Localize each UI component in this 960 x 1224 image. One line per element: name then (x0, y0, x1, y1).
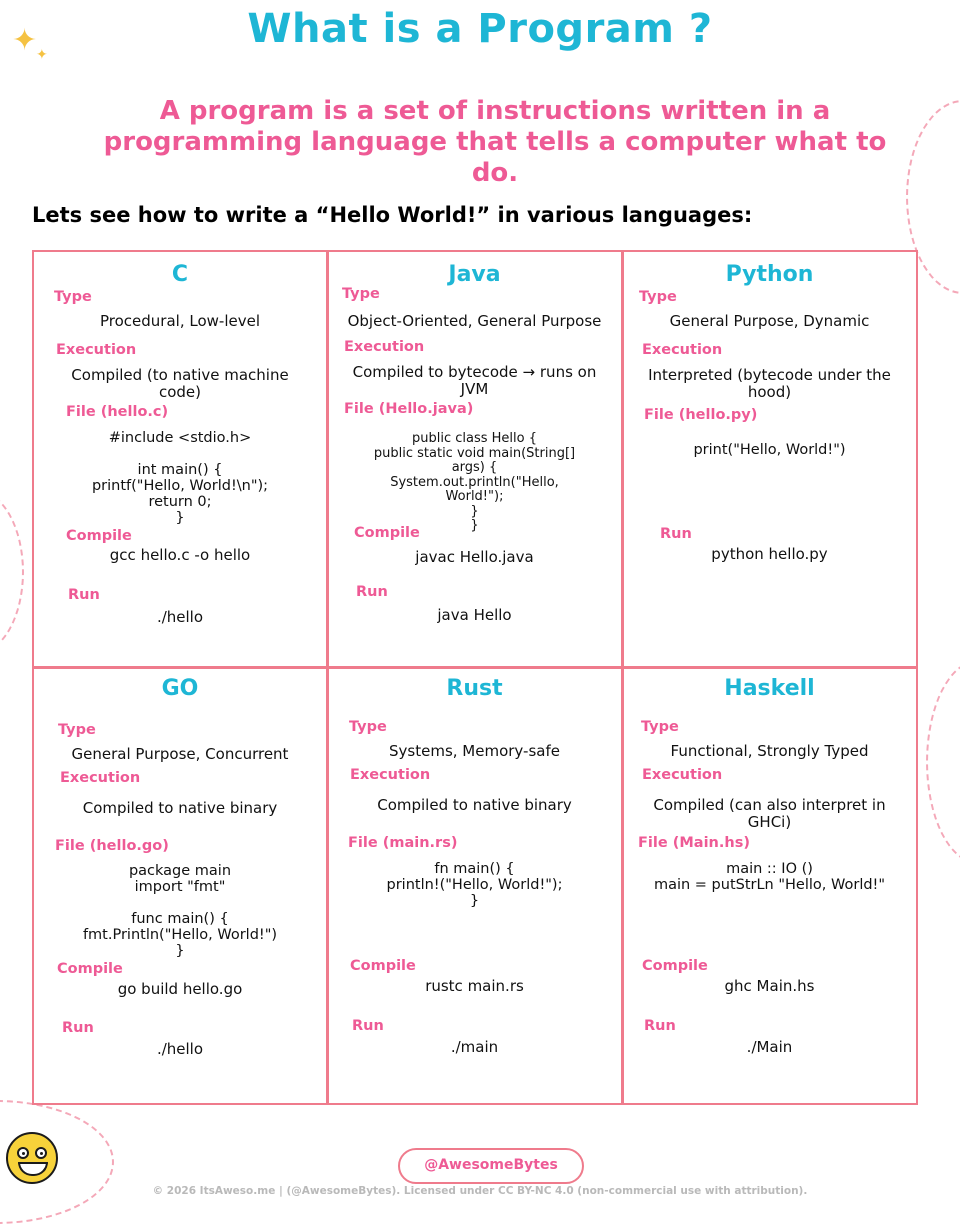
compile-label: Compile (66, 528, 132, 544)
compile-command: gcc hello.c -o hello (109, 546, 251, 564)
code-snippet: public class Hello { public static void main(String[] args) { System.out.println("Hello, World!"); } } (373, 431, 576, 533)
language-name: Rust (446, 676, 503, 701)
file-label: File (hello.go) (55, 838, 169, 854)
type-value: Functional, Strongly Typed (670, 742, 869, 760)
execution-value: Compiled to native binary (377, 796, 572, 814)
compile-command: ghc Main.hs (724, 977, 815, 995)
language-name: Python (725, 262, 814, 287)
code-snippet: print("Hello, World!") (693, 442, 846, 458)
type-label: Type (58, 722, 96, 738)
type-label: Type (54, 289, 92, 305)
run-label: Run (62, 1020, 94, 1036)
file-label: File (hello.py) (644, 407, 758, 423)
execution-value: Compiled (can also interpret in GHCi) (653, 796, 886, 831)
type-value: Systems, Memory-safe (389, 742, 560, 760)
social-handle-badge[interactable]: @AwesomeBytes (398, 1148, 584, 1184)
code-snippet: #include <stdio.h> int main() { printf("Hello, World!\n"); return 0; } (91, 430, 269, 526)
compile-label: Compile (642, 958, 708, 974)
laughing-face-icon (6, 1132, 58, 1184)
execution-label: Execution (344, 339, 425, 355)
type-label: Type (641, 719, 679, 735)
execution-label: Execution (642, 342, 723, 358)
language-card-c (34, 252, 326, 666)
run-label: Run (352, 1018, 384, 1034)
type-value: General Purpose, Dynamic (669, 312, 870, 330)
execution-value: Compiled (to native machine code) (71, 366, 289, 401)
language-card-java (328, 252, 621, 666)
compile-command: javac Hello.java (415, 548, 534, 566)
compile-label: Compile (354, 525, 420, 541)
decorative-arc (926, 660, 960, 864)
execution-label: Execution (60, 770, 141, 786)
type-label: Type (349, 719, 387, 735)
run-command: ./Main (746, 1038, 793, 1056)
run-command: python hello.py (711, 545, 828, 563)
decorative-arc (0, 490, 24, 654)
run-command: ./main (450, 1038, 499, 1056)
file-label: File (hello.c) (66, 404, 169, 420)
code-snippet: package main import "fmt" func main() { fmt.Println("Hello, World!") } (82, 863, 278, 959)
language-card-python (623, 252, 916, 666)
compile-label: Compile (350, 958, 416, 974)
execution-label: Execution (56, 342, 137, 358)
file-label: File (Hello.java) (344, 401, 474, 417)
type-label: Type (639, 289, 677, 305)
language-name: Haskell (724, 676, 815, 701)
run-command: ./hello (156, 608, 204, 626)
code-snippet: main :: IO () main = putStrLn "Hello, World!" (653, 861, 886, 893)
type-value: General Purpose, Concurrent (71, 745, 289, 763)
execution-label: Execution (350, 767, 431, 783)
compile-command: rustc main.rs (425, 977, 524, 995)
execution-value: Interpreted (bytecode under the hood) (648, 366, 891, 401)
execution-value: Compiled to bytecode → runs on JVM (352, 363, 597, 398)
run-command: java Hello (437, 606, 512, 624)
run-label: Run (644, 1018, 676, 1034)
language-card-haskell (623, 668, 916, 1102)
run-command: ./hello (156, 1040, 204, 1058)
type-value: Object-Oriented, General Purpose (347, 312, 602, 330)
execution-label: Execution (642, 767, 723, 783)
language-name: Java (448, 262, 501, 287)
run-label: Run (356, 584, 388, 600)
sparkle-small-icon: ✦ (36, 47, 48, 63)
file-label: File (Main.hs) (638, 835, 750, 851)
language-card-rust (328, 668, 621, 1102)
intro-text: Lets see how to write a “Hello World!” in various languages: (32, 203, 753, 227)
compile-command: go build hello.go (117, 980, 243, 998)
license-footer: © 2026 ItsAweso.me | (@AwesomeBytes). Licensed under CC BY-NC 4.0 (non-commercial use with attribution). (152, 1185, 808, 1197)
compile-label: Compile (57, 961, 123, 977)
run-label: Run (660, 526, 692, 542)
language-card-go (34, 668, 326, 1102)
type-value: Procedural, Low-level (100, 312, 260, 330)
run-label: Run (68, 587, 100, 603)
language-name: C (171, 262, 189, 287)
language-name: GO (161, 676, 199, 701)
page-title: What is a Program ? (247, 6, 713, 52)
execution-value: Compiled to native binary (82, 799, 278, 817)
file-label: File (main.rs) (348, 835, 458, 851)
code-snippet: fn main() { println!("Hello, World!"); } (386, 861, 563, 909)
sparkle-icon: ✦ (12, 23, 38, 58)
type-label: Type (342, 286, 380, 302)
page-subtitle: A program is a set of instructions written in a programming language that tells a computer what to do. (103, 96, 887, 188)
